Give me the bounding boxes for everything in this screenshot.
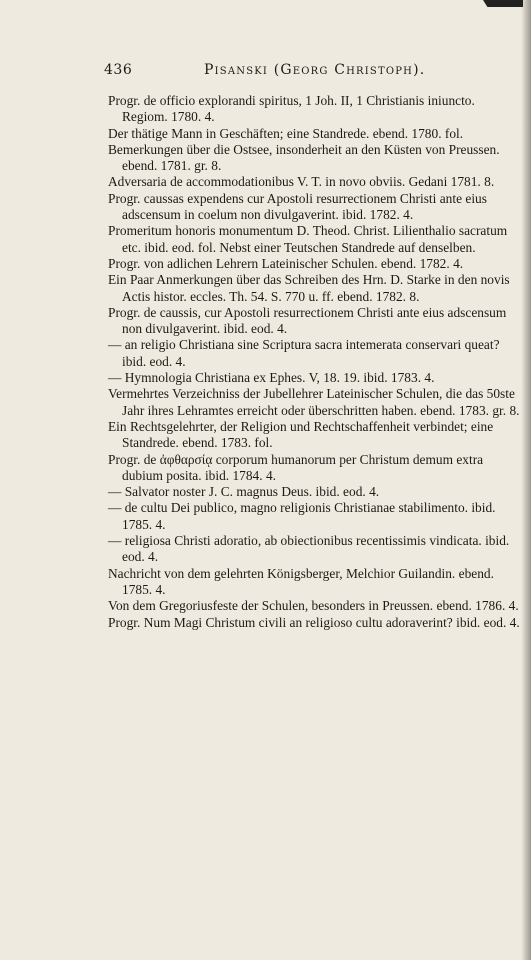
bibliography-entry: Ein Rechtsgelehrter, der Religion und Rechtschaffenheit verbindet; eine Standrede. ebend. 1783. fol. xyxy=(108,418,494,451)
bibliography-entry: — de cultu Dei publico, magno religionis Christianae stabilimento. ibid. 1785. 4. xyxy=(108,500,496,532)
bibliography-entry: Progr. Num Magi Christum civili an religioso cultu adoraverint? ibid. eod. 4. xyxy=(108,614,520,630)
bibliography-entry: Nachricht von dem gelehrten Königsberger, Melchior Guilandin. ebend. 1785. 4. xyxy=(108,565,494,597)
bibliography-entry: Progr. von adlichen Lehrern Lateinischer Schulen. ebend. 1782. 4. xyxy=(108,255,464,271)
bibliography-entry: Progr. de officio explorandi spiritus, 1 Joh. II, 1 Christianis iniuncto. Regiom. 1780. 4. xyxy=(108,93,475,125)
bibliography-list xyxy=(108,93,522,631)
bibliography-entry: — Hymnologia Christiana ex Ephes. V, 18. 19. ibid. 1783. 4. xyxy=(108,370,435,386)
bibliography-entry: Der thätige Mann in Geschäften; eine Standrede. ebend. 1780. fol. xyxy=(108,125,464,141)
bibliography-entry: — religiosa Christi adoratio, ab obiectionibus recentissimis vindicata. ibid. eod. 4. xyxy=(108,533,510,565)
bibliography-entry: Progr. de ἀφθαρσίᾳ corporum humanorum per Christum demum extra dubium posita. ibid. 1784. 4. xyxy=(108,451,484,483)
bibliography-entry: Vermehrtes Verzeichniss der Jubellehrer Lateinischer Schulen, die das 50ste Jahr ihres Lehramtes erreicht oder überschritten haben. ebend. 1783. gr. 8. xyxy=(108,386,520,418)
bibliography-entry: Progr. caussas expendens cur Apostoli resurrectionem Christi ante eius adscensum in coelum non divulgaverint. ibid. 1782. 4. xyxy=(108,190,487,223)
bibliography-entry: Bemerkungen über die Ostsee, insonderheit an den Küsten von Preussen. ebend. 1781. gr. 8. xyxy=(108,141,500,174)
bibliography-entry: Adversaria de accommodationibus V. T. in novo obviis. Gedani 1781. 8. xyxy=(108,174,495,190)
bibliography-entry: Promeritum honoris monumentum D. Theod. Christ. Lilienthalio sacratum etc. ibid. eod. fol. Nebst einer Teutschen Standrede auf denselben. xyxy=(108,223,508,255)
bibliography-entry: Progr. de caussis, cur Apostoli resurrectionem Christi ante eius adscensum non divulgaverint. ibid. eod. 4. xyxy=(108,304,507,337)
running-title: Pisanski (Georg Christoph). xyxy=(204,62,426,78)
bibliography-entry: Von dem Gregoriusfeste der Schulen, besonders in Preussen. ebend. 1786. 4. xyxy=(108,598,519,614)
page-number: 436 xyxy=(104,62,133,78)
gutter-shadow xyxy=(521,0,531,960)
bibliography-entry: Ein Paar Anmerkungen über das Schreiben des Hrn. D. Starke in den novis Actis histor. eccles. Th. 54. S. 770 u. ff. ebend. 1782. 8. xyxy=(108,272,510,304)
bibliography-entry: — an religio Christiana sine Scriptura sacra intemerata conservari queat? ibid. eod. 4. xyxy=(108,337,500,369)
page-corner-mark xyxy=(483,0,523,18)
bibliography-entry: — Salvator noster J. C. magnus Deus. ibid. eod. 4. xyxy=(108,484,380,500)
